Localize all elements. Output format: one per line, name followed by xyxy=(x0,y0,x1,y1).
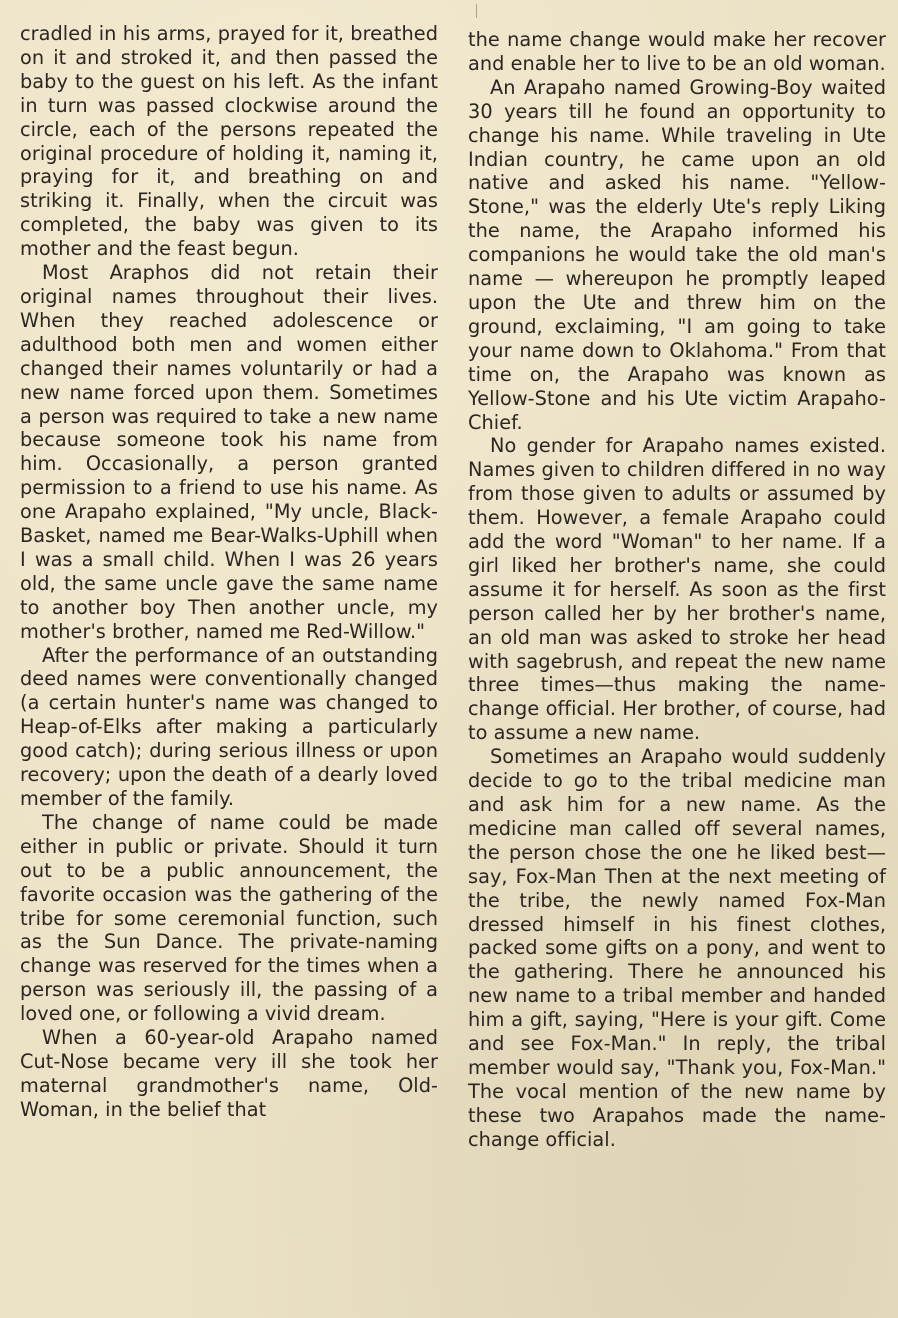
paragraph-fox-man: Sometimes an Arapaho would suddenly decide to go to the tribal medicine man and ask him for a new name. As the medicine man called off several names, the person chose the one he liked best—say, Fox-Man Then at the next meeting of the tribe, the newly named Fox-Man dressed himself in his finest clothes, packed some gifts on a pony, and went to the gathering. There he announced his new name to a tribal member and handed him a gift, saying, "Here is your gift. Come and see Fox-Man." In reply, the tribal member would say, "Thank you, Fox-Man." The vocal mention of the new name by these two Arapahos made the name-change official. xyxy=(468,745,886,1151)
paragraph-no-gender: No gender for Arapaho names existed. Names given to children differed in no way from those given to adults or assumed by them. However, a female Arapaho could add the word "Woman" to her name. If a girl liked her brother's name, she could assume it for herself. As soon as the first person called her by her brother's name, an old man was asked to stroke her head with sagebrush, and repeat the new name three times—thus making the name-change official. Her brother, of course, had to assume a new name. xyxy=(468,434,886,745)
paragraph-continued-right: the name change would make her recover and enable her to live to be an old woman. xyxy=(468,28,886,75)
paragraph-public-private: The change of name could be made either in public or private. Should it turn out to be a public announcement, the favorite occasion was the gathering of the tribe for some ceremonial function, such as the Sun Dance. The private-naming change was reserved for the times when a person was seriously ill, the passing of a loved one, or following a vivid dream. xyxy=(20,810,438,1026)
paragraph-names-not-retained: Most Araphos did not retain their original names throughout their lives. When they reached adolescence or adulthood both men and women either changed their names voluntarily or had a new name forced upon them. Sometimes a person was required to take a new name because someone took his name from him. Occasionally, a person granted permission to a friend to use his name. As one Arapaho explained, "My uncle, Black-Basket, named me Bear-Walks-Uphill when I was a small child. When I was 26 years old, the same uncle gave the same name to another boy Then another uncle, my mother's brother, named me Red-Willow." xyxy=(20,261,438,643)
paragraph-cut-nose: When a 60-year-old Arapaho named Cut-Nose became very ill she took her maternal grandmother's name, Old-Woman, in the belief that xyxy=(20,1026,438,1121)
paragraph-deed-names: After the performance of an outstanding deed names were conventionally changed (a certain hunter's name was changed to Heap-of-Elks after making a particularly good catch); during serious illness or upon recovery; upon the death of a dearly loved member of the family. xyxy=(20,643,438,810)
paragraph-continued: cradled in his arms, prayed for it, breathed on it and stroked it, and then passed the baby to the guest on his left. As the infant in turn was passed clockwise around the circle, each of the persons repeated the original procedure of holding it, naming it, praying for it, and breathing on and striking it. Finally, when the circuit was completed, the baby was given to its mother and the feast begun. xyxy=(20,22,438,261)
left-column xyxy=(20,22,438,1122)
column-divider-mark xyxy=(476,4,477,18)
right-column xyxy=(468,28,886,1152)
paragraph-growing-boy: An Arapaho named Growing-Boy waited 30 years till he found an opportunity to change his name. While traveling in Ute Indian country, he came upon an old native and asked his name. "Yellow-Stone," was the elderly Ute's reply Liking the name, the Arapaho informed his companions he would take the old man's name — whereupon he promptly leaped upon the Ute and threw him on the ground, exclaiming, "I am going to take your name down to Oklahoma." From that time on, the Arapaho was known as Yellow-Stone and his Ute victim Arapaho-Chief. xyxy=(468,75,886,434)
